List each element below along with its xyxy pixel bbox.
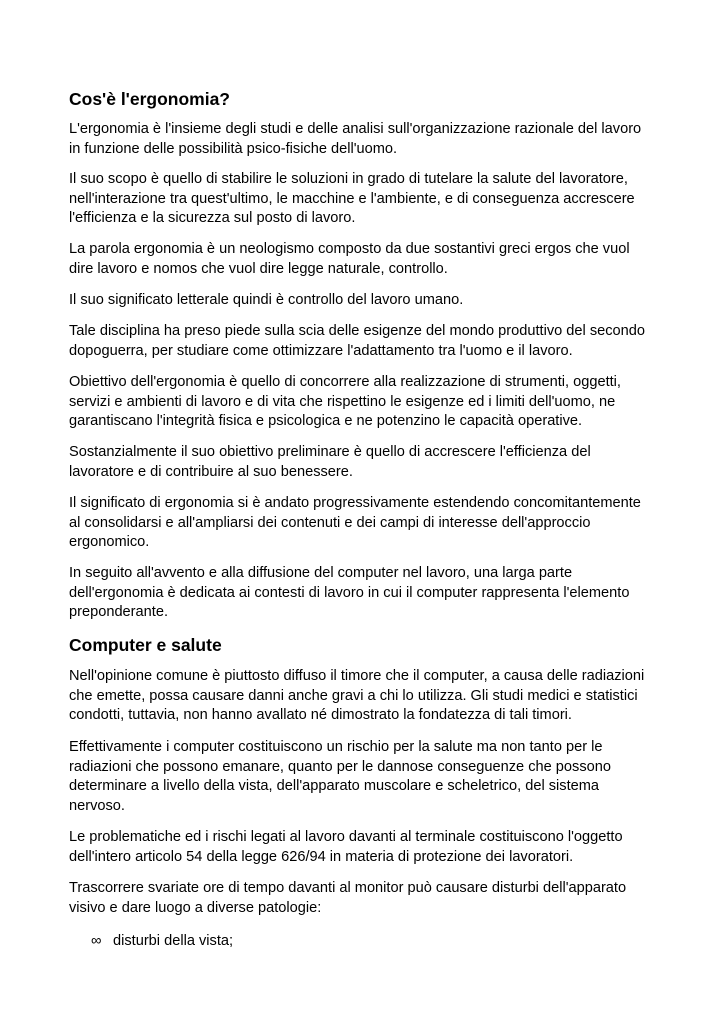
paragraph [69,170,659,229]
paragraph-line: Trascorrere svariate ore di tempo davanti al monitor può causare disturbi dell'apparato [69,880,627,896]
paragraph-line: dell'intero articolo 54 della legge 626/94 in materia di protezione dei lavoratori. [69,848,574,865]
paragraph-line: in funzione delle possibilità psico-fisiche dell'uomo. [69,140,398,157]
paragraph-line: L'ergonomia è l'insieme degli studi e delle analisi sull'organizzazione razionale del lavoro [69,121,642,137]
paragraph-line: lavoratore e di contribuire al suo benessere. [69,463,353,480]
paragraph-line: Effettivamente i computer costituiscono un rischio per la salute ma non tanto per le [69,739,603,755]
paragraph-line: Tale disciplina ha preso piede sulla scia delle esigenze del mondo produttivo del secondo [69,323,646,339]
section-heading-ergonomia: Cos'è l'ergonomia? [69,89,230,109]
infinity-bullet-icon: ∞ [91,933,102,949]
paragraph-line: dopoguerra, per studiare come ottimizzare l'adattamento tra l'uomo e il lavoro. [69,342,573,359]
paragraph-line: ergonomico. [69,534,150,551]
paragraph-line: al consolidarsi e all'ampliarsi dei contenuti e dei campi di interesse dell'approccio [69,514,591,531]
list-item-text: disturbi della vista; [113,933,234,949]
paragraph [69,373,659,432]
paragraph-line: Obiettivo dell'ergonomia è quello di concorrere alla realizzazione di strumenti, oggetti, [69,374,621,390]
paragraph [69,738,659,817]
paragraph [69,828,659,867]
section-heading-computer-salute: Computer e salute [69,635,222,655]
paragraph-line: determinare a livello della vista, dell'apparato muscolare e scheletrico, del sistema [69,778,600,795]
paragraph-line: Nell'opinione comune è piuttosto diffuso il timore che il computer, a causa delle radiazioni [69,668,645,684]
paragraph-line: servizi e ambienti di lavoro e di vita che rispettino le esigenze ed i limiti dell'uomo, ne [69,393,616,410]
paragraph-line: Sostanzialmente il suo obiettivo preliminare è quello di accrescere l'efficienza del [69,444,591,460]
paragraph [69,322,659,361]
paragraph-line: visivo e dare luogo a diverse patologie: [69,899,322,916]
paragraph [69,120,659,159]
paragraph-line: In seguito all'avvento e alla diffusione del computer nel lavoro, una larga parte [69,565,573,581]
paragraph [69,494,659,553]
paragraph-line: preponderante. [69,604,168,621]
paragraph [69,291,659,311]
list-item [91,932,233,952]
paragraph-line: condotti, tuttavia, non hanno avallato né dimostrato la fondatezza di tali timori. [69,707,572,724]
paragraph-line: La parola ergonomia è un neologismo composto da due sostantivi greci ergos che vuol [69,241,630,257]
paragraph [69,879,659,918]
paragraph-line: nervoso. [69,798,125,815]
paragraph-line: garantiscano l'integrità fisica e psicologica e ne potenzino le capacità operative. [69,413,583,430]
paragraph [69,240,659,279]
paragraph-line: Le problematiche ed i rischi legati al lavoro davanti al terminale costituiscono l'oggetto [69,829,623,845]
paragraph-line: Il suo significato letterale quindi è controllo del lavoro umano. [69,292,464,308]
paragraph-line: Il suo scopo è quello di stabilire le soluzioni in grado di tutelare la salute del lavoratore, [69,171,628,187]
paragraph-line: l'efficienza e la sicurezza sul posto di lavoro. [69,210,356,227]
paragraph-line: radiazioni che possono emanare, quanto per le dannose conseguenze che possono [69,758,611,775]
paragraph-line: che emette, possa causare danni anche gravi a chi lo utilizza. Gli studi medici e statistici [69,687,638,704]
paragraph [69,564,659,623]
paragraph-line: dire lavoro e nomos che vuol dire legge naturale, controllo. [69,260,448,277]
paragraph [69,443,659,482]
paragraph [69,667,659,726]
paragraph-line: nell'interazione tra quest'ultimo, le macchine e l'ambiente, e di conseguenza accrescere [69,190,635,207]
paragraph-line: Il significato di ergonomia si è andato progressivamente estendendo concomitantemente [69,495,641,511]
paragraph-line: dell'ergonomia è dedicata ai contesti di lavoro in cui il computer rappresenta l'elemento [69,584,630,601]
